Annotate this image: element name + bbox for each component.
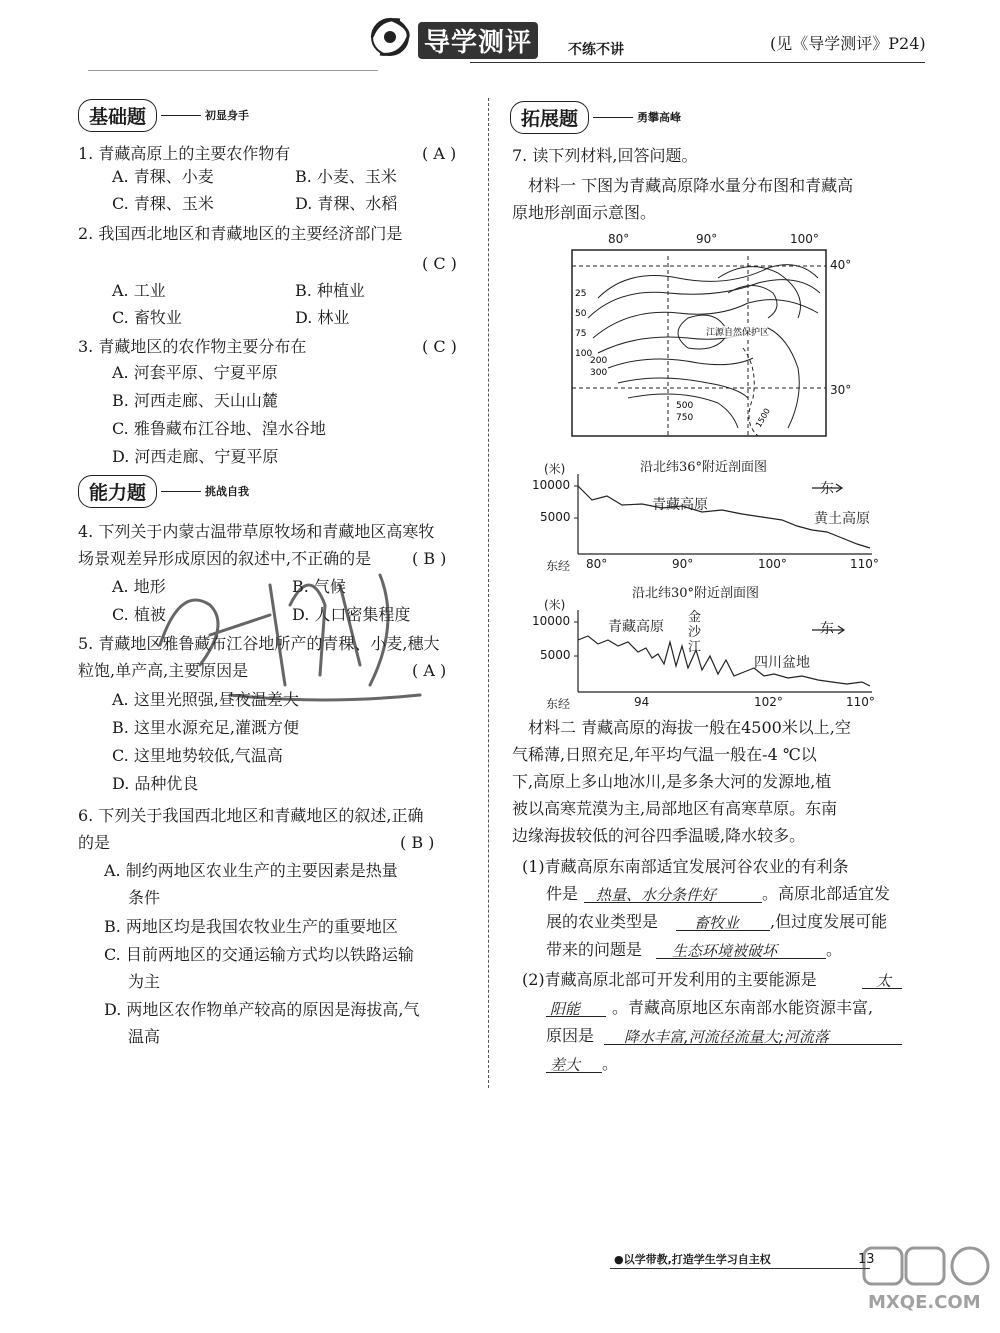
profile30-xtick-110: 110° <box>846 695 875 709</box>
profile30-unit: (米) <box>544 598 566 612</box>
profile30-svg <box>532 596 882 714</box>
contour-label-25: 25 <box>575 289 587 299</box>
svg-text:MXQE.COM: MXQE.COM <box>868 1292 981 1313</box>
q7-sub2-line-2: 。青藏高原地区东南部水能资源丰富, <box>612 998 874 1017</box>
q7-material2-line-1: 材料二 青藏高原的海拔一般在4500米以上,空 <box>528 718 851 737</box>
q6-option-d-line-2: 温高 <box>128 1027 161 1046</box>
q7-sub1-answer-1: 热量、水分条件好 <box>596 886 717 904</box>
q7-sub1-line-4a: 带来的问题是 <box>546 940 643 959</box>
profile36-caption: 沿北纬36°附近剖面图 <box>640 460 768 475</box>
q7-material2-line-5: 边缘海拔较低的河谷四季温暖,降水较多。 <box>512 826 806 845</box>
q7-sub2-line-4: 。 <box>602 1054 619 1073</box>
map-lat-label-40: 40° <box>830 258 852 272</box>
contour-label-75: 75 <box>575 329 587 339</box>
q7-sub2-answer-1a: 太 <box>876 972 892 990</box>
q7-sub1-line-4b: 。 <box>826 940 843 959</box>
footer-slogan <box>614 1250 771 1270</box>
q7-material1-line-2: 原地形剖面示意图。 <box>512 203 657 222</box>
section-basic-subtitle: 初显身手 <box>205 109 250 122</box>
q4-stem-line-2: 场景观差异形成原因的叙述中,不正确的是 <box>78 549 372 568</box>
q7-sub1-line-3b: ,但过度发展可能 <box>770 912 888 931</box>
q3-option-c: C. 雅鲁藏布江谷地、湟水谷地 <box>112 419 326 438</box>
contour-label-500: 500 <box>676 401 694 411</box>
q5-answer: ( A ) <box>412 661 447 680</box>
contour-label-1500: 1500 <box>753 406 772 429</box>
handwriting-scribble <box>120 545 450 725</box>
section-ability-rule <box>161 491 201 492</box>
contour-label-50: 50 <box>575 309 587 319</box>
q7-sub2-answer-1b: 阳能 <box>550 1000 581 1018</box>
section-extension-subtitle: 勇攀高峰 <box>637 111 682 124</box>
q7-sub2-answer-2a: 降水丰富,河流径流量大;河流落 <box>624 1028 829 1046</box>
section-extension-header <box>510 100 681 134</box>
profile36-ytick-5000: 5000 <box>540 510 571 524</box>
q7-material2-line-4: 被以高寒荒漠为主,局部地区有高寒草原。东南 <box>512 799 838 818</box>
profile30-label-qinghai: 青藏高原 <box>608 619 664 635</box>
q3-option-a: A. 河套平原、宁夏平原 <box>112 363 278 382</box>
q2-answer: ( C ) <box>422 254 457 273</box>
q7-material1-line-1: 材料一 下图为青藏高原降水量分布图和青藏高 <box>528 176 854 195</box>
column-divider <box>488 98 489 1088</box>
q5-option-a: A. 这里光照强,昼夜温差大 <box>112 690 299 709</box>
contour-label-300: 300 <box>590 368 608 378</box>
map-lat-label-30: 30° <box>830 383 852 397</box>
profile36-xprefix: 东经 <box>546 559 571 573</box>
section-basic-rule <box>161 115 201 116</box>
profile36-label-loess: 黄土高原 <box>814 511 870 527</box>
q6-option-b: B. 两地区均是我国农牧业生产的重要地区 <box>104 917 398 936</box>
q6-option-c-line-2: 为主 <box>128 972 161 991</box>
header-rule <box>470 62 925 63</box>
profile30-label-sichuan: 四川盆地 <box>754 655 810 671</box>
q2-option-b: B. 种植业 <box>295 281 365 300</box>
section-ability-header <box>78 474 249 508</box>
q5-stem-line-1: 5. 青藏地区雅鲁藏布江谷地所产的青稞、小麦,穗大 <box>78 634 440 653</box>
profile36-ytick-10000: 10000 <box>532 478 571 492</box>
q4-stem-line-1: 4. 下列关于内蒙古温带草原牧场和青藏地区高寒牧 <box>78 522 435 541</box>
section-basic-header <box>78 98 249 132</box>
map-region-label: 江源自然保护区 <box>706 328 770 338</box>
q5-option-b: B. 这里水源充足,灌溉方便 <box>112 718 300 737</box>
profile36-label-qinghai: 青藏高原 <box>652 497 708 513</box>
q2-option-d: D. 林业 <box>295 308 350 327</box>
q1-option-c: C. 青稞、玉米 <box>112 194 214 213</box>
q1-option-b: B. 小麦、玉米 <box>295 167 397 186</box>
q7-sub1-answer-2: 畜牧业 <box>694 914 740 932</box>
section-ability-title: 能力题 <box>78 475 157 508</box>
q6-option-a-line-1: A. 制约两地区农业生产的主要因素是热量 <box>104 861 398 880</box>
q3-answer: ( C ) <box>422 337 457 356</box>
map-lon-label-80: 80° <box>608 232 630 246</box>
watermark-logo <box>862 1244 992 1314</box>
header-rule-left <box>88 70 378 71</box>
q7-sub1-line-3a: 展的农业类型是 <box>546 912 659 931</box>
profile30-direction: 东 <box>820 621 834 637</box>
q7-sub1-line-2b: 。高原北部适宜发 <box>762 884 891 903</box>
q2-option-a: A. 工业 <box>112 281 166 300</box>
map-lon-label-90: 90° <box>696 232 718 246</box>
profile30-xprefix: 东经 <box>546 697 571 711</box>
section-ability-subtitle: 挑战自我 <box>205 485 250 498</box>
map-lon-label-100: 100° <box>790 232 819 246</box>
q7-sub1-line-1: (1)青藏高原东南部适宜发展河谷农业的有利条 <box>522 857 849 876</box>
q7-sub2-answer-2b: 差大 <box>550 1056 581 1074</box>
q6-stem-line-2: 的是 <box>78 833 111 852</box>
profile30-xtick-102: 102° <box>754 695 783 709</box>
q6-option-d-line-1: D. 两地区农作物单产较高的原因是海拔高,气 <box>104 1000 420 1019</box>
q7-material2-line-2: 气稀薄,日照充足,年平均气温一般在-4 ℃以 <box>512 745 817 764</box>
profile36-xtick-110: 110° <box>850 557 879 571</box>
q4-option-d: D. 人口密集程度 <box>292 605 411 624</box>
q7-material2-line-3: 下,高原上多山地冰川,是多条大河的发源地,植 <box>512 772 832 791</box>
footer-bullet-icon: ● <box>614 1253 624 1266</box>
header-brand: 导学测评 <box>418 22 538 59</box>
q7-sub1-answer-3: 生态环境被破坏 <box>672 942 778 960</box>
q4-option-b: B. 气候 <box>292 577 346 596</box>
profile30-xtick-94: 94 <box>634 695 650 709</box>
contour-label-200: 200 <box>590 356 608 366</box>
section-extension-title: 拓展题 <box>510 101 589 134</box>
profile30-ytick-10000: 10000 <box>532 614 571 628</box>
precipitation-map-svg <box>568 238 830 438</box>
profile36-xtick-80: 80° <box>586 557 608 571</box>
profile36-xtick-100: 100° <box>758 557 787 571</box>
contour-label-100: 100 <box>575 349 593 359</box>
profile36-unit: (米) <box>544 462 566 476</box>
q2-option-c: C. 畜牧业 <box>112 308 182 327</box>
q7-sub1-line-2a: 件是 <box>546 884 579 903</box>
footer-page-number: 13 <box>858 1252 875 1267</box>
q4-option-a: A. 地形 <box>112 577 166 596</box>
q6-option-c-line-1: C. 目前两地区的交通运输方式均以铁路运输 <box>104 945 414 964</box>
q5-option-c: C. 这里地势较低,气温高 <box>112 746 283 765</box>
profile36-chart <box>532 460 882 576</box>
q4-option-c: C. 植被 <box>112 605 166 624</box>
profile30-label-jinsha: 金沙江 <box>688 610 702 655</box>
q6-stem-line-1: 6. 下列关于我国西北地区和青藏地区的叙述,正确 <box>78 806 424 825</box>
q1-stem: 1. 青藏高原上的主要农作物有 <box>78 144 291 163</box>
q1-option-d: D. 青稞、水稻 <box>295 194 398 213</box>
profile30-ytick-5000: 5000 <box>540 648 571 662</box>
q6-answer: ( B ) <box>400 833 435 852</box>
section-basic-title: 基础题 <box>78 99 157 132</box>
profile30-caption: 沿北纬30°附近剖面图 <box>632 586 760 601</box>
q1-option-a: A. 青稞、小麦 <box>112 167 214 186</box>
q1-answer: ( A ) <box>422 144 457 163</box>
footer-slogan-text: 以学带教,打造学生学习自主权 <box>623 1253 771 1266</box>
q2-stem: 2. 我国西北地区和青藏地区的主要经济部门是 <box>78 224 403 243</box>
q4-answer: ( B ) <box>412 549 447 568</box>
profile36-xtick-90: 90° <box>672 557 694 571</box>
q5-option-d: D. 品种优良 <box>112 774 199 793</box>
profile36-direction: 东 <box>820 481 834 497</box>
profile30-chart <box>532 596 882 714</box>
q7-sub2-line-1: (2)青藏高原北部可开发利用的主要能源是 <box>522 970 817 989</box>
contour-label-750: 750 <box>676 413 694 423</box>
header-reference: (见《导学测评》P24) <box>770 34 926 53</box>
header-logo <box>350 12 560 62</box>
q3-option-b: B. 河西走廊、天山山麓 <box>112 391 278 410</box>
q5-stem-line-2: 粒饱,单产高,主要原因是 <box>78 661 249 680</box>
q3-option-d: D. 河西走廊、宁夏平原 <box>112 447 279 466</box>
q7-sub2-line-3: 原因是 <box>546 1026 595 1045</box>
precipitation-map <box>568 232 852 438</box>
section-extension-rule <box>593 117 633 118</box>
header-tagline: 不练不讲 <box>568 42 624 58</box>
q3-stem: 3. 青藏地区的农作物主要分布在 <box>78 337 307 356</box>
q6-option-a-line-2: 条件 <box>128 888 161 907</box>
q7-stem: 7. 读下列材料,回答问题。 <box>512 146 698 165</box>
